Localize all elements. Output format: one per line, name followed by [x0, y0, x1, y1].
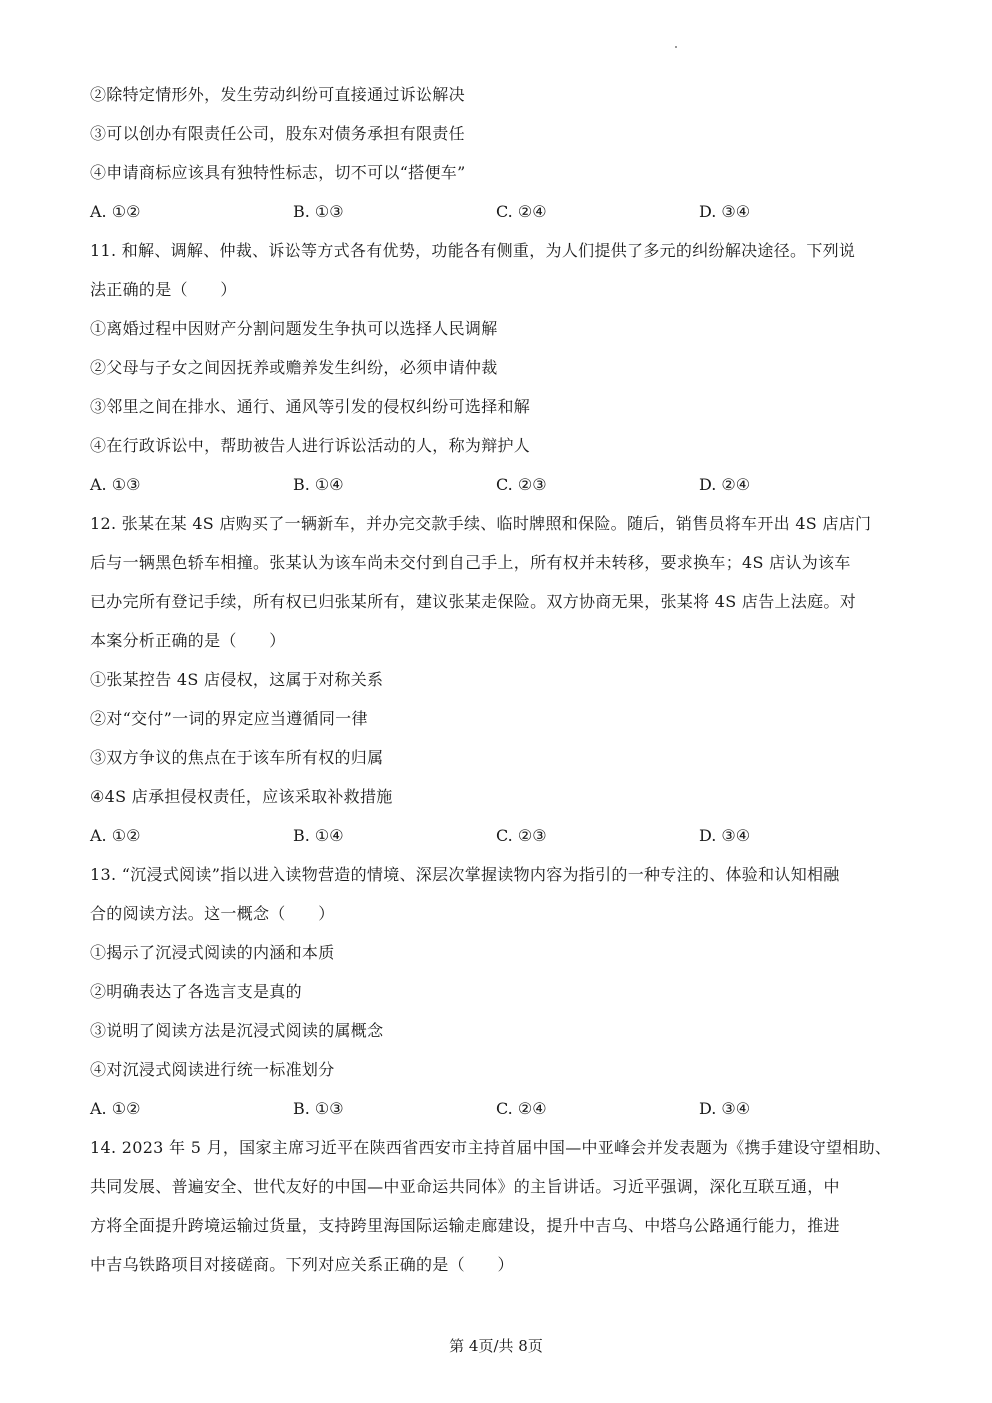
q11-option-b: B. ①④ [293, 475, 344, 494]
q13-option-b: B. ①③ [293, 1099, 344, 1118]
q10-option-a: A. ①② [90, 202, 141, 221]
q12-statement-4: ④4S 店承担侵权责任，应该采取补救措施 [90, 787, 393, 806]
q14-stem-line-1: 14. 2023 年 5 月，国家主席习近平在陕西省西安市主持首届中国—中亚峰会并发表题为《携手建设守望相助、 [90, 1138, 892, 1157]
q11-stem-line-2: 法正确的是（ ） [90, 280, 237, 299]
q10-option-d: D. ③④ [699, 202, 751, 221]
q13-option-d: D. ③④ [699, 1099, 751, 1118]
q12-statement-3: ③双方争议的焦点在于该车所有权的归属 [90, 748, 384, 767]
q12-option-d: D. ③④ [699, 826, 751, 845]
q12-stem-line-1: 12. 张某在某 4S 店购买了一辆新车，并办完交款手续、临时牌照和保险。随后，销售员将车开出 4S 店店门 [90, 514, 872, 533]
q12-statement-2: ②对“交付”一词的界定应当遵循同一律 [90, 709, 368, 728]
q10-statement-4: ④申请商标应该具有独特性标志，切不可以“搭便车” [90, 163, 466, 182]
q13-statement-4: ④对沉浸式阅读进行统一标准划分 [90, 1060, 335, 1079]
q14-stem-line-3: 方将全面提升跨境运输过货量，支持跨里海国际运输走廊建设，提升中吉乌、中塔乌公路通行能力，推进 [90, 1216, 840, 1235]
q12-option-b: B. ①④ [293, 826, 344, 845]
q10-options [90, 201, 905, 223]
q12-stem-line-3: 已办完所有登记手续，所有权已归张某所有，建议张某走保险。双方协商无果，张某将 4S 店告上法庭。对 [90, 592, 857, 611]
q10-option-c: C. ②④ [496, 202, 547, 221]
scan-mark [675, 46, 677, 48]
q12-options [90, 825, 905, 847]
q11-statement-3: ③邻里之间在排水、通行、通风等引发的侵权纠纷可选择和解 [90, 397, 531, 416]
q11-statement-2: ②父母与子女之间因抚养或赡养发生纠纷，必须申请仲裁 [90, 358, 498, 377]
q13-stem-line-2: 合的阅读方法。这一概念（ ） [90, 904, 335, 923]
q12-option-a: A. ①② [90, 826, 141, 845]
q11-statement-1: ①离婚过程中因财产分割问题发生争执可以选择人民调解 [90, 319, 498, 338]
q14-stem-line-2: 共同发展、普遍安全、世代友好的中国—中亚命运共同体》的主旨讲话。习近平强调，深化互联互通，中 [90, 1177, 840, 1196]
q12-stem-line-4: 本案分析正确的是（ ） [90, 631, 286, 650]
q10-statement-3: ③可以创办有限责任公司，股东对债务承担有限责任 [90, 124, 465, 143]
q13-statement-3: ③说明了阅读方法是沉浸式阅读的属概念 [90, 1021, 384, 1040]
q11-stem-line-1: 11. 和解、调解、仲裁、诉讼等方式各有优势，功能各有侧重，为人们提供了多元的纠纷解决途径。下列说 [90, 241, 856, 260]
q11-option-a: A. ①③ [90, 475, 141, 494]
q13-statement-1: ①揭示了沉浸式阅读的内涵和本质 [90, 943, 335, 962]
q13-statement-2: ②明确表达了各选言支是真的 [90, 982, 302, 1001]
q13-stem-line-1: 13. “沉浸式阅读”指以进入读物营造的情境、深层次掌握读物内容为指引的一种专注的、体验和认知相融 [90, 865, 840, 884]
page-number: 第 4页/共 8页 [449, 1337, 543, 1355]
q11-options [90, 474, 905, 496]
q13-option-c: C. ②④ [496, 1099, 547, 1118]
q13-options [90, 1098, 905, 1120]
q10-option-b: B. ①③ [293, 202, 344, 221]
q13-option-a: A. ①② [90, 1099, 141, 1118]
q12-statement-1: ①张某控告 4S 店侵权，这属于对称关系 [90, 670, 384, 689]
q10-statement-2: ②除特定情形外，发生劳动纠纷可直接通过诉讼解决 [90, 85, 465, 104]
q12-stem-line-2: 后与一辆黑色轿车相撞。张某认为该车尚未交付到自己手上，所有权并未转移，要求换车；4S 店认为该车 [90, 553, 851, 572]
q11-option-c: C. ②③ [496, 475, 547, 494]
q14-stem-line-4: 中吉乌铁路项目对接磋商。下列对应关系正确的是（ ） [90, 1255, 514, 1274]
q12-option-c: C. ②③ [496, 826, 547, 845]
q11-option-d: D. ②④ [699, 475, 751, 494]
q11-statement-4: ④在行政诉讼中，帮助被告人进行诉讼活动的人，称为辩护人 [90, 436, 531, 455]
